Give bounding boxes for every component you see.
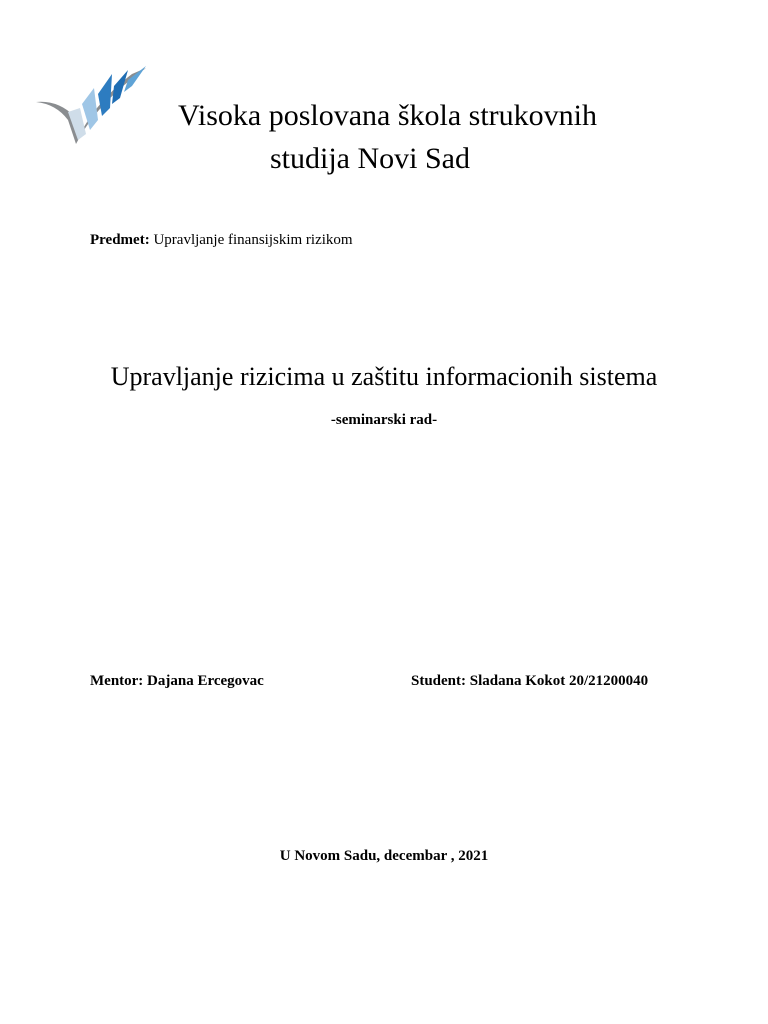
school-name-line1: Visoka poslovana škola strukovnih xyxy=(178,99,597,132)
document-title: Upravljanje rizicima u zaštitu informacionih sistema xyxy=(110,362,658,391)
mentor-line: Mentor: Dajana Ercegovac xyxy=(90,673,264,689)
subject-label: Predmet: xyxy=(90,232,150,248)
school-name-line2: studija Novi Sad xyxy=(270,142,470,175)
student-line: Student: Sladana Kokot 20/21200040 xyxy=(411,673,649,689)
document-subtitle: -seminarski rad- xyxy=(330,412,438,428)
subject-value: Upravljanje finansijskim rizikom xyxy=(153,232,353,248)
school-name xyxy=(0,94,768,180)
place-date-line: U Novom Sadu, decembar , 2021 xyxy=(279,848,489,864)
subject-line xyxy=(90,232,353,249)
